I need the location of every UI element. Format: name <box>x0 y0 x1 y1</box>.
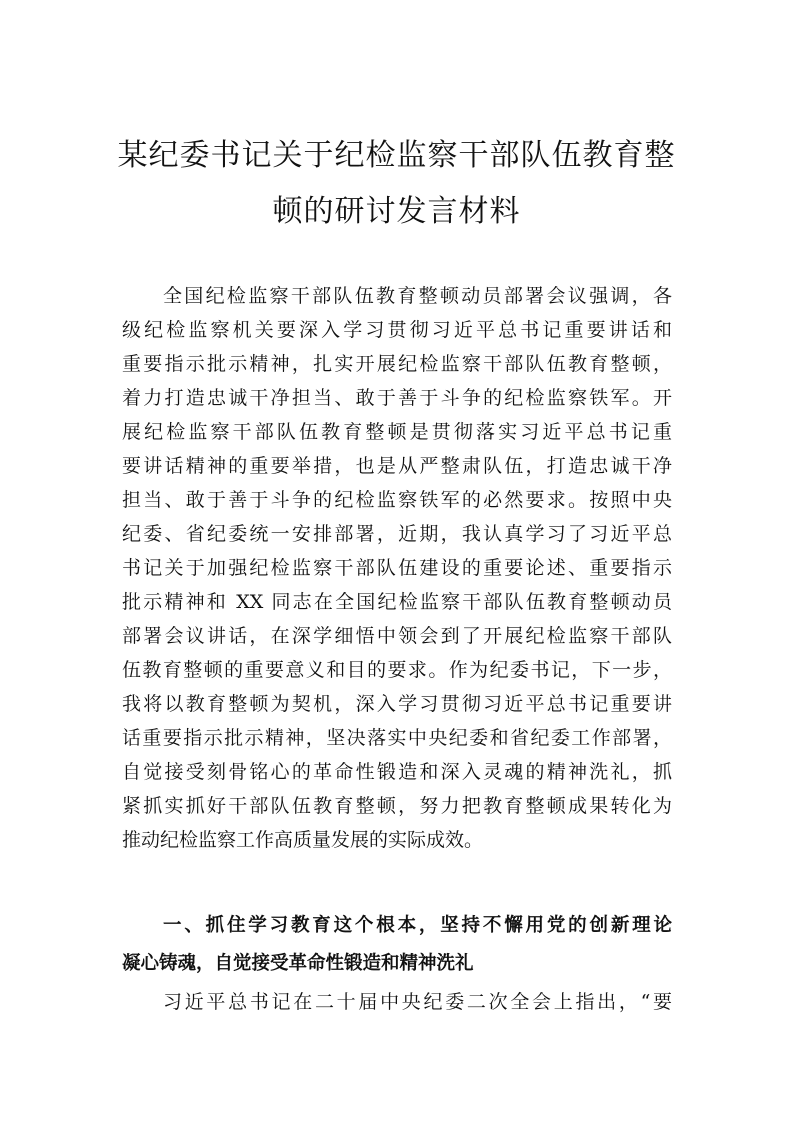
paragraph-line: 习近平总书记在二十届中央纪委二次全会上指出，“要 <box>163 991 672 1013</box>
paragraph-line: 紧抓实抓好干部队伍教育整顿，努力把教育整顿成果转化为 <box>122 795 672 817</box>
paragraph-line: 自觉接受刻骨铭心的革命性锻造和深入灵魂的精神洗礼，抓 <box>122 761 672 783</box>
paragraph-line: 级纪检监察机关要深入学习贯彻习近平总书记重要讲话和 <box>122 319 672 341</box>
paragraph-line: 我将以教育整顿为契机，深入学习贯彻习近平总书记重要讲 <box>122 693 672 715</box>
paragraph-line: 推动纪检监察工作高质量发展的实际成效。 <box>122 829 484 851</box>
paragraph-line: 展纪检监察干部队伍教育整顿是贯彻落实习近平总书记重 <box>122 421 672 443</box>
paragraph-line: 着力打造忠诚干净担当、敢于善于斗争的纪检监察铁军。开 <box>122 387 672 409</box>
document-title-line-2: 顿的研讨发言材料 <box>272 194 521 229</box>
document-title-line-1: 某纪委书记关于纪检监察干部队伍教育整 <box>117 138 676 173</box>
paragraph-line: 批示精神和 XX 同志在全国纪检监察干部队伍教育整顿动员 <box>122 591 672 613</box>
paragraph-line: 部署会议讲话，在深学细悟中领会到了开展纪检监察干部队 <box>122 625 672 647</box>
paragraph-line: 要讲话精神的重要举措，也是从严整肃队伍，打造忠诚干净 <box>122 455 672 477</box>
paragraph-line: 纪委、省纪委统一安排部署，近期，我认真学习了习近平总 <box>122 523 672 545</box>
paragraph-line: 话重要指示批示精神，坚决落实中央纪委和省纪委工作部署， <box>122 727 672 749</box>
section-heading-line: 凝心铸魂，自觉接受革命性锻造和精神洗礼 <box>122 953 474 974</box>
paragraph-line: 伍教育整顿的重要意义和目的要求。作为纪委书记，下一步， <box>122 659 672 681</box>
paragraph-line: 重要指示批示精神，扎实开展纪检监察干部队伍教育整顿， <box>122 353 672 375</box>
paragraph-line: 担当、敢于善于斗争的纪检监察铁军的必然要求。按照中央 <box>122 489 672 511</box>
section-heading-line: 一、抓住学习教育这个根本，坚持不懈用党的创新理论 <box>163 915 672 936</box>
paragraph-line: 全国纪检监察干部队伍教育整顿动员部署会议强调，各 <box>163 285 672 307</box>
paragraph-line: 书记关于加强纪检监察干部队伍建设的重要论述、重要指示 <box>122 557 672 579</box>
